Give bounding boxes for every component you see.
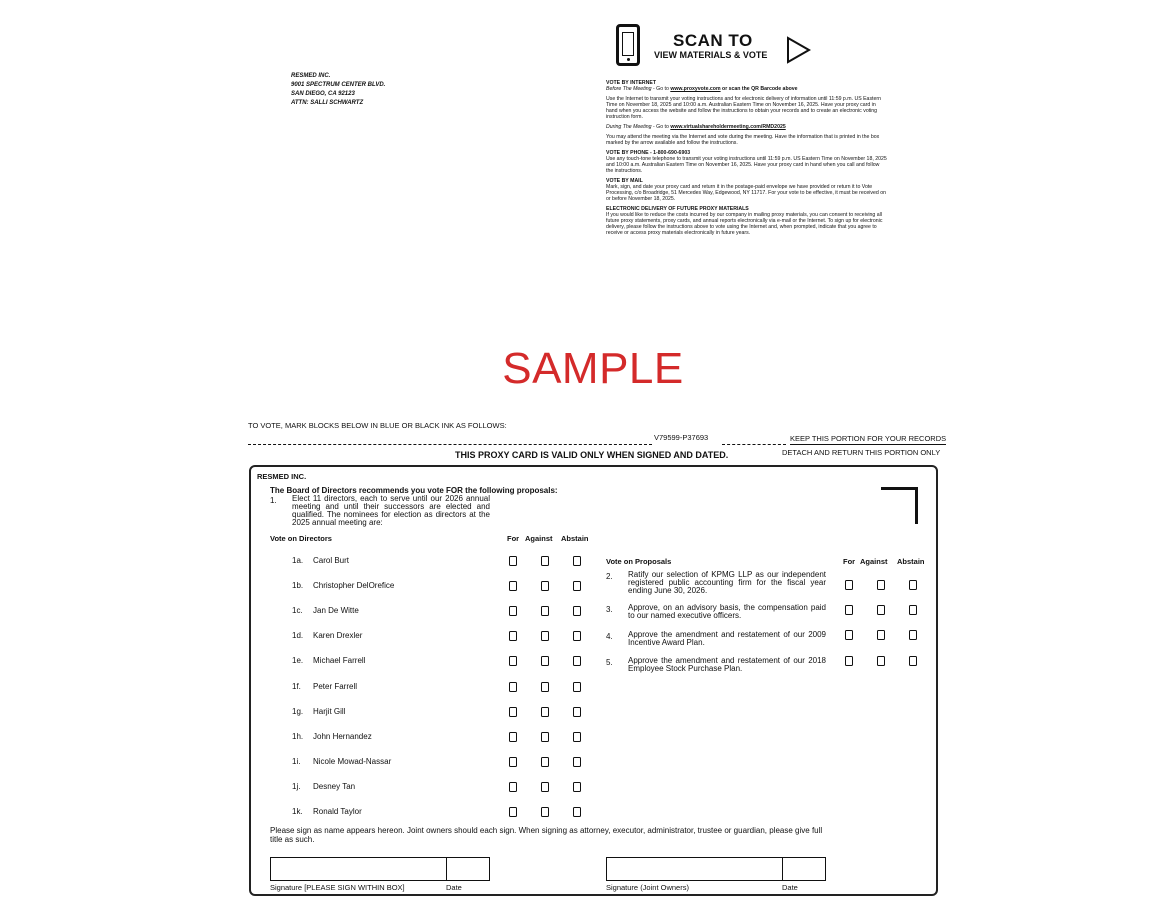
director-code: 1e. [292,656,304,665]
director-abstain-checkbox[interactable] [573,682,581,692]
joint-date-label: Date [782,883,798,892]
proposal-against-checkbox[interactable] [877,580,885,590]
director-name: Christopher DelOrefice [313,581,395,590]
before-suffix: or scan the QR Barcode above [720,86,798,92]
director-abstain-checkbox[interactable] [573,606,581,616]
scan-title: SCAN TO [673,31,753,50]
phone-icon [616,24,640,66]
joint-date-divider [782,857,783,881]
proposal-1-number: 1. [270,496,277,505]
signing-instructions: Please sign as name appears hereon. Joint owners should each sign. When signing as attorney, executor, administrator, trustee or guardian, please give full title as such. [270,826,823,844]
director-code: 1b. [292,581,304,590]
control-number: V79599-P37693 [654,433,709,442]
directors-col-for: For [507,534,520,543]
proposal-number: 2. [606,572,613,581]
director-name: Jan De Witte [313,606,359,615]
before-label: Before The Meeting [606,86,652,92]
joint-signature-box[interactable] [606,857,826,881]
during-prefix: - Go to [651,124,671,130]
director-name: Ronald Taylor [313,807,362,816]
during-body: You may attend the meeting via the Internet and vote during the meeting. Have the information that is printed in the box marked by the arrow available and follow the instructions. [606,134,880,146]
sample-watermark: SAMPLE [502,344,684,393]
directors-col-abstain: Abstain [561,534,589,543]
mail-body: Mark, sign, and date your proxy card and return it in the postage-paid envelope we have provided or return it to Vote Processing, c/o Broadridge, 51 Mercedes Way, Edgewood, NY 11717. For your vote to be effective, it must be received on or before November 18, 2025. [606,184,886,202]
director-code: 1c. [292,606,303,615]
during-meeting-line [606,124,888,130]
signature-date-label: Date [446,883,462,892]
director-abstain-checkbox[interactable] [573,631,581,641]
director-abstain-checkbox[interactable] [573,782,581,792]
address-attn: ATTN: SALLI SCHWARTZ [291,100,364,106]
directors-col-against: Against [525,534,553,543]
director-for-checkbox[interactable] [509,707,517,717]
proposal-number: 5. [606,658,613,667]
director-code: 1k. [292,807,303,816]
proposal-against-checkbox[interactable] [877,656,885,666]
proposal-against-checkbox[interactable] [877,605,885,615]
director-for-checkbox[interactable] [509,782,517,792]
director-against-checkbox[interactable] [541,732,549,742]
proposal-for-checkbox[interactable] [845,580,853,590]
scan-subtitle: VIEW MATERIALS & VOTE [654,50,768,60]
director-abstain-checkbox[interactable] [573,581,581,591]
phone-body: Use any touch-tone telephone to transmit your voting instructions until 11:59 p.m. US Eastern Time on November 18, 2025 and 10:00 a.m. Australian Eastern Time on November 16, 2025. Have your proxy card in hand when you call and follow the instructions. [606,156,887,174]
board-recommendation: The Board of Directors recommends you vote FOR the following proposals: [270,486,558,495]
director-against-checkbox[interactable] [541,581,549,591]
director-name: Carol Burt [313,556,350,565]
director-against-checkbox[interactable] [541,656,549,666]
internet-heading: VOTE BY INTERNET [606,80,657,86]
proposals-col-for: For [843,557,856,566]
signature-date-divider [446,857,447,881]
proposal-for-checkbox[interactable] [845,605,853,615]
proposals-heading: Vote on Proposals [606,557,672,566]
mail-heading: VOTE BY MAIL [606,178,643,184]
detach-label: DETACH AND RETURN THIS PORTION ONLY [782,448,941,457]
address-city: SAN DIEGO, CA 92123 [291,91,355,97]
director-abstain-checkbox[interactable] [573,556,581,566]
director-abstain-checkbox[interactable] [573,807,581,817]
signature-box[interactable] [270,857,490,881]
director-code: 1g. [292,707,304,716]
corner-mark [881,487,918,524]
director-name: John Hernandez [313,732,372,741]
proposal-against-checkbox[interactable] [877,630,885,640]
director-code: 1j. [292,782,301,791]
director-against-checkbox[interactable] [541,682,549,692]
director-code: 1h. [292,732,304,741]
director-code: 1a. [292,556,304,565]
proposal-text: Approve, on an advisory basis, the compensation paid to our named executive officers. [628,603,826,620]
proxyvote-link[interactable]: www.proxyvote.com [670,86,721,92]
director-for-checkbox[interactable] [509,581,517,591]
director-against-checkbox[interactable] [541,757,549,767]
director-for-checkbox[interactable] [509,807,517,817]
director-code: 1i. [292,757,301,766]
proposal-number: 3. [606,605,613,614]
before-prefix: - Go to [651,86,671,92]
signature-label: Signature [PLEASE SIGN WITHIN BOX] [270,883,405,892]
proposal-abstain-checkbox[interactable] [909,656,917,666]
address-street: 9001 SPECTRUM CENTER BLVD. [291,82,386,88]
phone-heading: VOTE BY PHONE - 1-800-690-6903 [606,150,691,156]
director-for-checkbox[interactable] [509,656,517,666]
proposal-text: Ratify our selection of KPMG LLP as our independent registered public accounting firm for the fiscal year ending June 30, 2026. [628,570,826,595]
tear-line-left [248,434,652,445]
proposal-abstain-checkbox[interactable] [909,630,917,640]
card-company: RESMED INC. [257,472,307,481]
director-code: 1d. [292,631,304,640]
proposal-for-checkbox[interactable] [845,630,853,640]
director-code: 1f. [292,682,301,691]
valid-notice: THIS PROXY CARD IS VALID ONLY WHEN SIGNED AND DATED. [455,450,729,460]
virtual-meeting-link[interactable]: www.virtualshareholdermeeting.com/RMD2025 [670,124,786,130]
director-name: Harjit Gill [313,707,346,716]
voting-instructions [606,80,888,236]
director-for-checkbox[interactable] [509,757,517,767]
director-against-checkbox[interactable] [541,707,549,717]
director-for-checkbox[interactable] [509,556,517,566]
keep-portion-label: KEEP THIS PORTION FOR YOUR RECORDS [790,434,947,443]
proposal-text: Approve the amendment and restatement of our 2009 Incentive Award Plan. [628,630,826,647]
scan-to-vote-banner [616,24,826,70]
tear-line-right [722,434,786,445]
joint-signature-label: Signature (Joint Owners) [606,883,689,892]
director-for-checkbox[interactable] [509,606,517,616]
internet-body: Use the Internet to transmit your voting instructions and for electronic delivery of information until 11:59 p.m. US Eastern Time on November 18, 2025 and 10:00 a.m. Australian Eastern Time on November 16, 2025. Have your proxy card in hand when you access the website and follow the instructions to obtain your records and to create an electronic voting instruction form. [606,96,881,120]
director-against-checkbox[interactable] [541,606,549,616]
director-against-checkbox[interactable] [541,556,549,566]
director-abstain-checkbox[interactable] [573,656,581,666]
return-address [291,72,385,108]
proposal-text: Approve the amendment and restatement of our 2018 Employee Stock Purchase Plan. [628,656,826,673]
director-for-checkbox[interactable] [509,631,517,641]
during-label: During The Meeting [606,124,652,130]
director-name: Peter Farrell [313,682,358,691]
director-name: Karen Drexler [313,631,363,640]
director-against-checkbox[interactable] [541,631,549,641]
proposals-col-abstain: Abstain [897,557,925,566]
director-name: Michael Farrell [313,656,366,665]
director-name: Nicole Mowad-Nassar [313,757,392,766]
to-vote-instruction: TO VOTE, MARK BLOCKS BELOW IN BLUE OR BLACK INK AS FOLLOWS: [248,421,507,430]
director-against-checkbox[interactable] [541,782,549,792]
director-abstain-checkbox[interactable] [573,757,581,767]
director-for-checkbox[interactable] [509,732,517,742]
edelivery-body: If you would like to reduce the costs incurred by our company in mailing proxy materials, you can consent to receiving all future proxy statements, proxy cards, and annual reports electronically via e-mail or the Internet. To sign up for electronic delivery, please follow the instructions above to vote using the Internet and, when prompted, indicate that you agree to receive or access proxy materials electronically in future years. [606,212,883,236]
director-name: Desney Tan [313,782,356,791]
edelivery-heading: ELECTRONIC DELIVERY OF FUTURE PROXY MATERIALS [606,206,749,212]
before-meeting-line [606,86,888,92]
proposal-abstain-checkbox[interactable] [909,605,917,615]
proposal-number: 4. [606,632,613,641]
address-company: RESMED INC. [291,73,331,79]
directors-heading: Vote on Directors [270,534,332,543]
proposal-abstain-checkbox[interactable] [909,580,917,590]
proposals-col-against: Against [860,557,888,566]
proposal-for-checkbox[interactable] [845,656,853,666]
director-abstain-checkbox[interactable] [573,732,581,742]
director-for-checkbox[interactable] [509,682,517,692]
proposal-1-text: Elect 11 directors, each to serve until our 2026 annual meeting and until their successors are elected and qualified. The nominees for election as directors at the 2025 annual meeting are: [292,494,490,527]
director-abstain-checkbox[interactable] [573,707,581,717]
play-arrow-icon [786,36,812,64]
director-against-checkbox[interactable] [541,807,549,817]
